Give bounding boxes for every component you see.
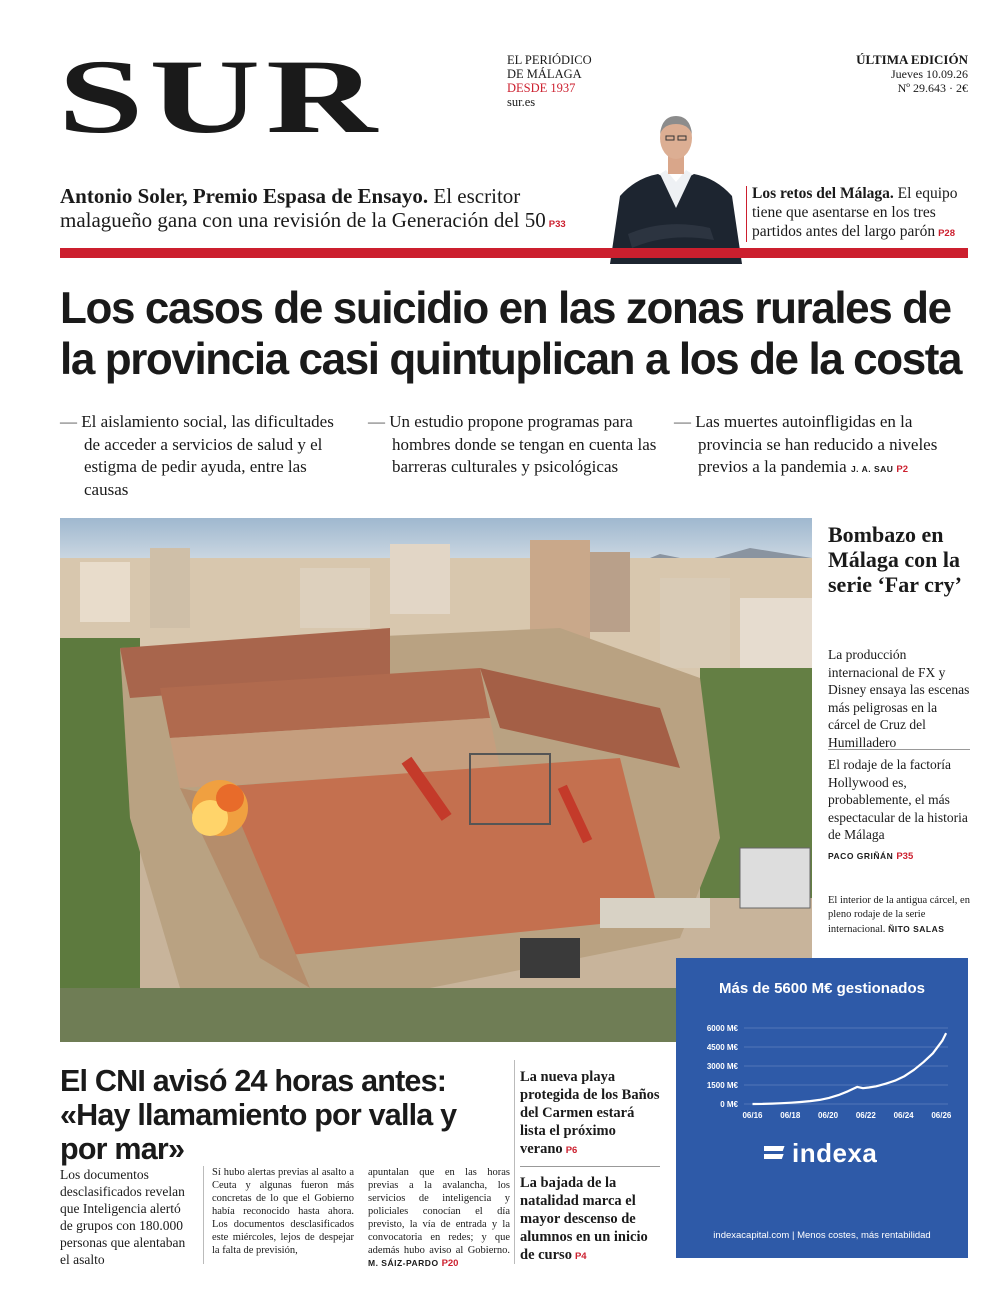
teaser-soler-title: Antonio Soler, Premio Espasa de Ensayo. xyxy=(60,184,429,208)
x-tick-label: 06/26 xyxy=(931,1111,952,1120)
byline: PACO GRIÑÁN xyxy=(828,851,894,861)
series-line xyxy=(753,1033,947,1104)
feature-para-1: La producción internacional de FX y Disney ensaya las escenas más peligrosas en la cárcel de Cruz del Humilladero xyxy=(828,647,970,750)
byline: M. SÁIZ-PARDO xyxy=(368,1258,439,1268)
brief-item[interactable] xyxy=(520,1174,660,1266)
lead-headline[interactable]: Los casos de suicidio en las zonas rurales de la provincia casi quintuplican a los de la costa xyxy=(60,283,962,384)
lead-bullet-text: Un estudio propone programas para hombres donde se tengan en cuenta las barreras culturales y psicológicas xyxy=(389,412,657,476)
x-tick-label: 06/20 xyxy=(818,1111,839,1120)
lead-bullet: — El aislamiento social, las dificultades de acceder a servicios de salud y el estigma de pedir ayuda, entre las causas xyxy=(60,412,334,499)
edition-label: ÚLTIMA EDICIÓN xyxy=(856,52,968,67)
masthead-info xyxy=(507,53,592,109)
y-tick-label: 3000 M€ xyxy=(706,1062,738,1071)
brief-text: La nueva playa protegida de los Baños del Carmen estará lista el próximo verano xyxy=(520,1069,660,1157)
byline: J. A. SAU xyxy=(850,464,894,474)
page-ref: P4 xyxy=(574,1251,587,1262)
cni-column-2: Sí hubo alertas previas al asalto a Ceuta y algunas fueron más concretas de lo que el Gobierno había reconocido hasta ahora. Los documentos desclasificados este miércoles, lejos de despejar la falta de previsión, xyxy=(212,1167,354,1256)
ad-footer: indexacapital.com | Menos costes, más rentabilidad xyxy=(713,1230,931,1241)
cni-intro: Los documentos desclasificados revelan que Inteligencia alertó de grupos con 180.000 personas que alentaban el asalto xyxy=(60,1167,186,1267)
issue-number: Nº 29.643 · 2€ xyxy=(897,81,968,95)
ad-title: Más de 5600 M€ gestionados xyxy=(719,980,925,997)
photo-caption xyxy=(828,894,978,937)
brief-item[interactable] xyxy=(520,1068,660,1160)
feature-title[interactable]: Bombazo en Málaga con la serie ‘Far cry’ xyxy=(828,522,962,597)
y-tick-label: 1500 M€ xyxy=(706,1081,738,1090)
lead-bullet: — Un estudio propone programas para hombres donde se tengan en cuenta las barreras culturales y psicológicas xyxy=(368,412,657,476)
teaser-soler-text: El escritor malagueño gana con una revisión de la Generación del 50 xyxy=(60,184,546,232)
lead-bullet-text: Las muertes autoinfligidas en la provincia se han reducido a niveles previos a la pandemia xyxy=(695,412,938,476)
photo-credit: ÑITO SALAS xyxy=(888,924,945,934)
site-link[interactable]: sur.es xyxy=(507,95,536,109)
cni-headline[interactable]: El CNI avisó 24 horas antes: «Hay llamamiento por valla y por mar» xyxy=(60,1064,457,1166)
teaser-soler[interactable] xyxy=(60,184,600,237)
column-rule xyxy=(514,1060,515,1264)
feature-byline xyxy=(828,846,913,864)
page-ref: P28 xyxy=(938,228,955,239)
indexa-logo-icon xyxy=(764,1142,786,1164)
edition-info xyxy=(856,53,968,95)
caption-text: El interior de la antigua cárcel, en pleno rodaje de la serie internacional. xyxy=(828,895,970,935)
y-tick-label: 0 M€ xyxy=(720,1100,738,1109)
tagline-2: DE MÁLAGA xyxy=(507,67,582,81)
x-tick-label: 06/18 xyxy=(780,1111,801,1120)
teaser-malaga-title: Los retos del Málaga. xyxy=(752,185,894,202)
lead-bullet-text: El aislamiento social, las dificultades de acceder a servicios de salud y el estigma de pedir ayuda, entre las causas xyxy=(81,412,334,499)
indexa-logo xyxy=(764,1138,877,1169)
x-tick-label: 06/16 xyxy=(742,1111,763,1120)
brief-text: La bajada de la natalidad marca el mayor descenso de alumnos en un inicio de curso xyxy=(520,1175,648,1263)
x-tick-label: 06/24 xyxy=(893,1111,914,1120)
page-ref: P33 xyxy=(548,219,566,230)
indexa-brand: indexa xyxy=(792,1138,878,1168)
column-rule xyxy=(203,1166,204,1264)
issue-date: Jueves 10.09.26 xyxy=(891,67,968,81)
since-label: DESDE 1937 xyxy=(507,81,576,95)
managed-assets-chart xyxy=(686,1018,958,1128)
divider xyxy=(520,1166,660,1167)
cni-column-3-text: apuntalan que en las horas previas a la avalancha, los servicios de inteligencia y policiales conocían el día previsto, la vía de entrada y la convocatoria en redes; y que además hubo aviso al Gobierno. xyxy=(368,1167,510,1256)
page-ref: P2 xyxy=(896,464,909,475)
newspaper-logo: SUR xyxy=(58,38,383,155)
page-ref: P6 xyxy=(565,1145,578,1156)
feature-para-2: El rodaje de la factoría Hollywood es, probablemente, el más espectacular de la historia de Málaga xyxy=(828,757,968,842)
x-tick-label: 06/22 xyxy=(855,1111,876,1120)
indexa-advertisement[interactable] xyxy=(676,958,968,1258)
cni-column-3 xyxy=(368,1166,510,1270)
tagline-1: EL PERIÓDICO xyxy=(507,53,592,67)
page-ref: P20 xyxy=(441,1258,459,1269)
page-ref: P35 xyxy=(896,851,914,862)
teaser-malaga[interactable] xyxy=(752,184,970,243)
teaser-malaga-text: El equipo tiene que asentarse en los tres partidos antes del largo parón xyxy=(752,185,958,240)
y-tick-label: 4500 M€ xyxy=(706,1043,738,1052)
divider xyxy=(828,749,970,750)
portrait-photo xyxy=(606,108,746,264)
red-divider xyxy=(60,248,968,258)
lead-bullet: — Las muertes autoinfligidas en la provincia se han reducido a niveles previos a la pandemia J. A. SAU P2 xyxy=(674,412,938,476)
y-tick-label: 6000 M€ xyxy=(706,1024,738,1033)
